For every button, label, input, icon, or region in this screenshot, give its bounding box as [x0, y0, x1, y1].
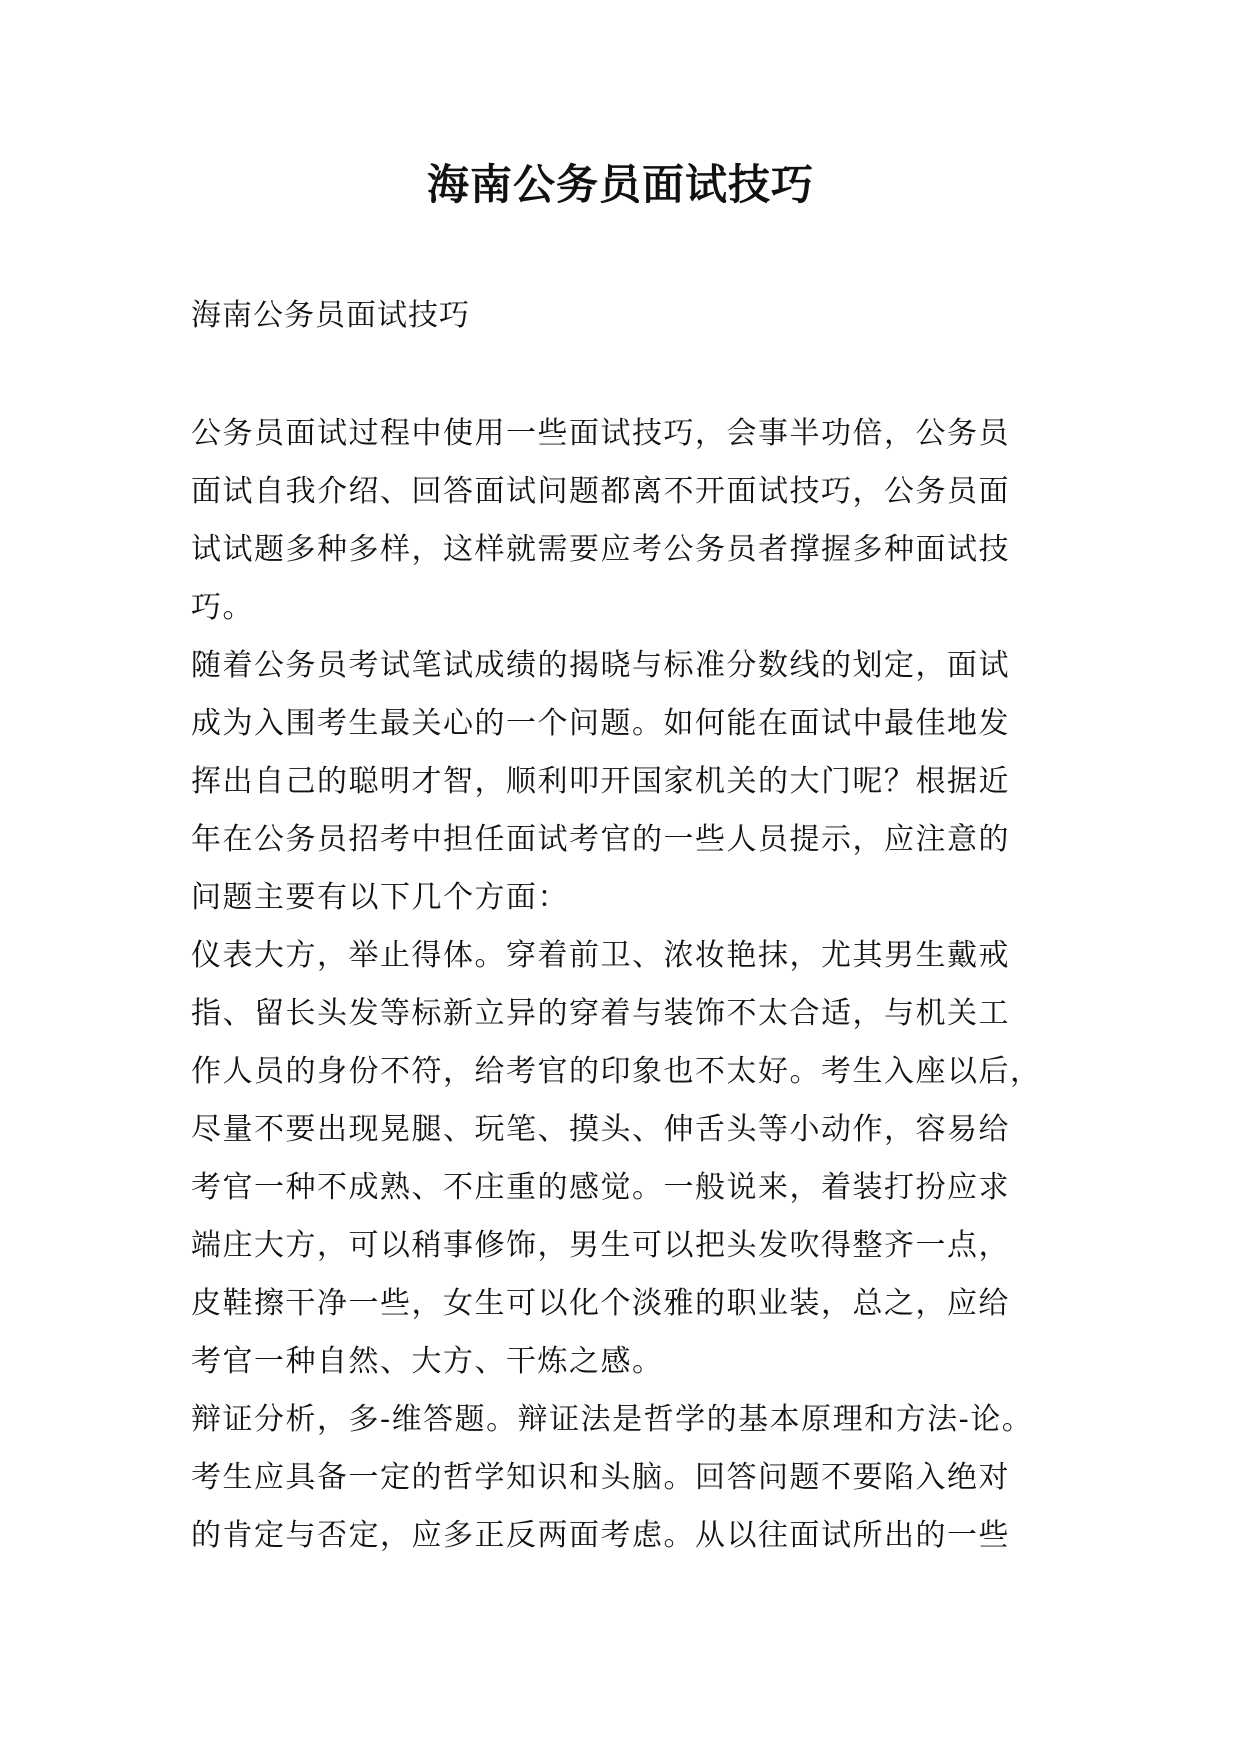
body-line: 成为入围考生最关心的一个问题。如何能在面试中最佳地发 — [191, 706, 1010, 741]
body-line: 巧。 — [191, 590, 254, 625]
body-line: 随着公务员考试笔试成绩的揭晓与标准分数线的划定，面试 — [191, 648, 1010, 683]
body-line: 考生应具备一定的哲学知识和头脑。回答问题不要陷入绝对 — [191, 1460, 1010, 1495]
body-line: 尽量不要出现晃腿、玩笔、摸头、伸舌头等小动作，容易给 — [191, 1112, 1010, 1147]
body-line: 端庄大方，可以稍事修饰，男生可以把头发吹得整齐一点， — [191, 1228, 1010, 1263]
body-line: 仪表大方，举止得体。穿着前卫、浓妆艳抹，尤其男生戴戒 — [191, 938, 1010, 973]
body-line: 公务员面试过程中使用一些面试技巧，会事半功倍，公务员 — [191, 416, 1010, 451]
body-line: 作人员的身份不符，给考官的印象也不太好。考生入座以后， — [191, 1054, 1042, 1089]
document-body — [191, 405, 1071, 1565]
body-line: 辩证分析，多-维答题。辩证法是哲学的基本原理和方法-论。 — [191, 1402, 1034, 1437]
body-line: 挥出自己的聪明才智，顺利叩开国家机关的大门呢？根据近 — [191, 764, 1010, 799]
body-line: 皮鞋擦干净一些，女生可以化个淡雅的职业装，总之，应给 — [191, 1286, 1010, 1321]
body-line: 问题主要有以下几个方面： — [191, 880, 569, 915]
document-title: 海南公务员面试技巧 — [426, 160, 814, 209]
body-line: 考官一种不成熟、不庄重的感觉。一般说来，着装打扮应求 — [191, 1170, 1010, 1205]
body-line: 考官一种自然、大方、干炼之感。 — [191, 1344, 664, 1379]
body-line: 面试自我介绍、回答面试问题都离不开面试技巧，公务员面 — [191, 474, 1010, 509]
body-line: 年在公务员招考中担任面试考官的一些人员提示，应注意的 — [191, 822, 1010, 857]
body-line: 试试题多种多样，这样就需要应考公务员者撑握多种面试技 — [191, 532, 1010, 567]
body-line: 指、留长头发等标新立异的穿着与装饰不太合适，与机关工 — [191, 996, 1010, 1031]
body-line: 的肯定与否定，应多正反两面考虑。从以往面试所出的一些 — [191, 1518, 1010, 1553]
document-subtitle: 海南公务员面试技巧 — [191, 298, 470, 333]
